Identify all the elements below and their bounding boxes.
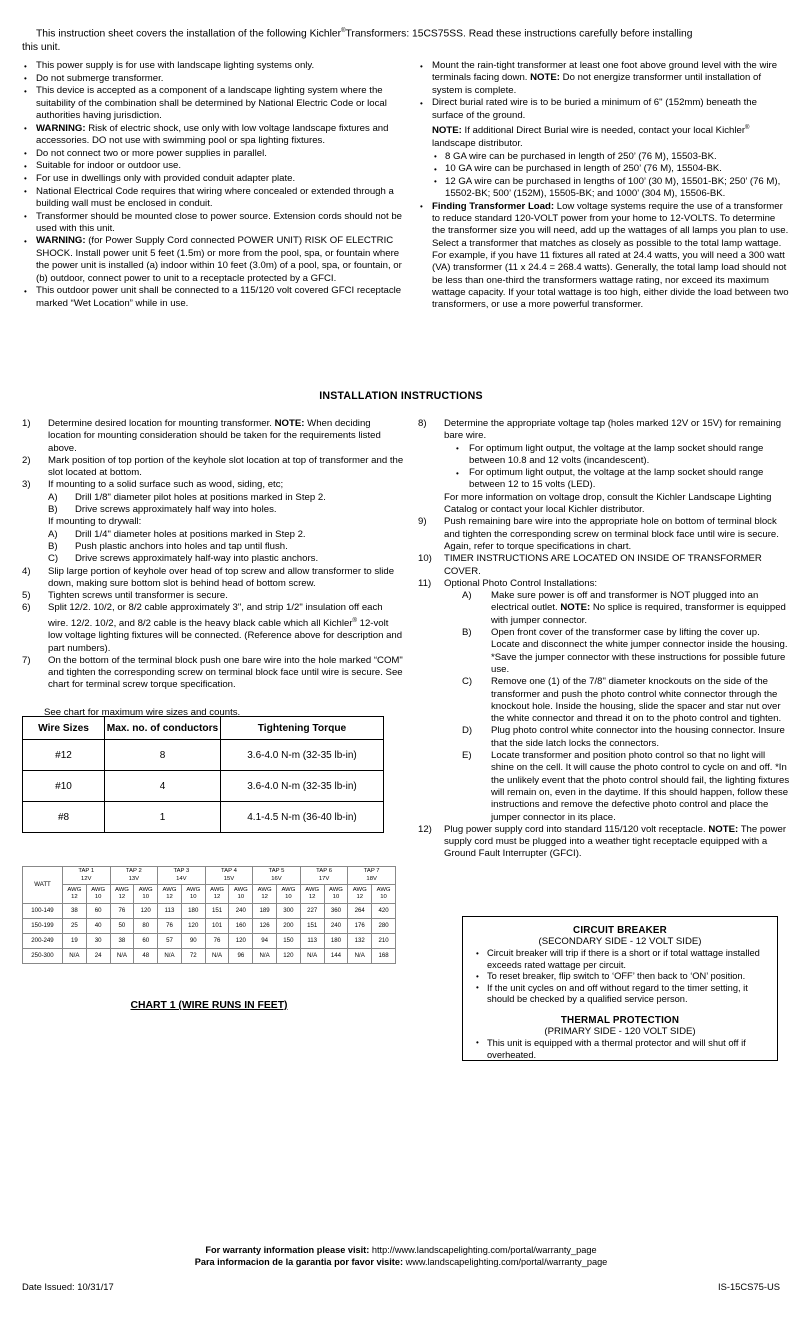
- cell-conductors: 8: [105, 740, 221, 771]
- list-item: [22, 85, 404, 122]
- chart-tap-header: TAP 4 15V: [205, 867, 253, 885]
- cell-wire-size: #8: [23, 802, 105, 833]
- warranty-line: [0, 1244, 802, 1256]
- cell-torque: 3.6-4.0 N-m (32-35 lb-in): [220, 771, 383, 802]
- step-number: 12): [418, 823, 432, 835]
- chart-awg-header: AWG 10: [229, 885, 253, 904]
- chart-value-cell: 150: [277, 934, 301, 949]
- chart-value-cell: 24: [86, 949, 110, 964]
- table-row: [23, 740, 384, 771]
- chart-awg-row: [23, 885, 396, 904]
- chart-value-cell: 300: [277, 904, 301, 919]
- cell-torque: 3.6-4.0 N-m (32-35 lb-in): [220, 740, 383, 771]
- bullet-text-cont: If additional Direct Burial wire is needed, contact your local Kichler: [461, 125, 746, 137]
- chart-value-cell: 120: [277, 949, 301, 964]
- note-label: NOTE:: [530, 72, 560, 84]
- voltage-drop-note: For more information on voltage drop, consult the Kichler Landscape Lighting Catalog or contact your local Kichler distributor.: [444, 491, 772, 516]
- substep-label: A): [462, 590, 472, 602]
- chart-value-cell: 126: [253, 919, 277, 934]
- cell-wire-size: #12: [23, 740, 105, 771]
- list-item: • 10 GA wire can be purchased in length of 250’ (76 M), 15504-BK.: [432, 163, 790, 175]
- chart-tap-header: TAP 1 12V: [62, 867, 110, 885]
- chart-value-cell: 176: [348, 919, 372, 934]
- chart-awg-header: AWG 12: [253, 885, 277, 904]
- step-number: 8): [418, 418, 427, 429]
- chart-value-cell: N/A: [253, 949, 277, 964]
- substep: [48, 541, 404, 553]
- list-item: [22, 285, 404, 310]
- column-header-wire-sizes: Wire Sizes: [23, 717, 105, 740]
- instructions-right-column: [418, 418, 790, 861]
- bullet-text: (for Power Supply Cord connected POWER UNIT) RISK OF ELECTRIC SHOCK. Install power unit 5 feet (1.5m) or more from the pool, spa, or fountain where the power unit is installed (a) indoor within 10 feet (3.0m) of a pool, spa, or fountain, or (b) outdoor, connect power to unit to a receptacle protected by a GFCI.: [36, 235, 402, 284]
- substep-label: A): [48, 491, 58, 503]
- chart-value-cell: 420: [372, 904, 396, 919]
- substep-text-cont: No splice is required, transformer is equipped with jumper connector.: [491, 602, 786, 626]
- note-label: NOTE:: [274, 418, 305, 429]
- chart-watt-cell: 200-249: [23, 934, 63, 949]
- list-item: • Circuit breaker will trip if there is a short or if total wattage installed exceeds rated wattage per circuit.: [475, 948, 765, 971]
- cell-torque: 4.1-4.5 N-m (36-40 lb-in): [220, 802, 383, 833]
- step-number: 5): [22, 590, 31, 602]
- substep-label: B): [462, 627, 472, 639]
- step-text: If mounting to a solid surface such as wood, siding, etc;: [48, 479, 284, 491]
- chart-value-cell: 189: [253, 904, 277, 919]
- substep: [444, 590, 790, 627]
- column-header-torque: Tightening Torque: [220, 717, 383, 740]
- substep-text: Locate transformer and position photo control so that no light will shine on the cell. It will cause the photo control to cycle on and off. *In the unlikely event that the photo control should fail, the lighting fixtures will remain on, even in the daytime. If this should happen, follow these instructions and remove the defective photo control and place the jumper connector in its place.: [491, 750, 790, 823]
- chart-value-cell: 76: [110, 904, 134, 919]
- chart-title: CHART 1 (WIRE RUNS IN FEET): [130, 1000, 288, 1011]
- chart-awg-header: AWG 12: [300, 885, 324, 904]
- chart-value-cell: 144: [324, 949, 348, 964]
- warning-label: WARNING:: [36, 122, 86, 134]
- list-item: [418, 578, 790, 824]
- chart-tap-header: TAP 2 13V: [110, 867, 158, 885]
- substep-text: Plug photo control white connector into the housing connector. Insure that the side latch locks the connectors.: [491, 725, 785, 749]
- cell-wire-size: #10: [23, 771, 105, 802]
- step-number: 4): [22, 565, 31, 577]
- chart-awg-header: AWG 10: [86, 885, 110, 904]
- substep-label: B): [48, 540, 58, 552]
- table-header-row: [23, 717, 384, 740]
- chart-awg-header: AWG 10: [134, 885, 158, 904]
- step-text-cont: 12-volt low voltage lighting fixtures will be connected. (Reference above for description and part numbers).: [48, 617, 403, 654]
- cell-conductors: 1: [105, 802, 221, 833]
- chart-value-cell: 40: [86, 919, 110, 934]
- chart-value-cell: 180: [181, 904, 205, 919]
- intro-line1-cont: Transformers: 15CS75SS. Read these instructions carefully before installing: [345, 28, 693, 40]
- footer-warranty: [0, 1244, 802, 1268]
- chart-awg-header: AWG 12: [158, 885, 182, 904]
- chart-value-cell: N/A: [348, 949, 372, 964]
- chart-tap-header: TAP 6 17V: [300, 867, 348, 885]
- chart-tap-row: [23, 867, 396, 885]
- step-number: 9): [418, 516, 427, 528]
- list-item: [22, 455, 404, 480]
- garantia-label: Para informacion de la garantia por favor visite:: [194, 1257, 404, 1267]
- warnings-right-column: [418, 60, 790, 312]
- substep-text: Push plastic anchors into holes and tap until flush.: [75, 540, 288, 552]
- intro-line2: this unit.: [22, 42, 61, 54]
- chart-value-cell: 168: [372, 949, 396, 964]
- chart-value-cell: 80: [134, 919, 158, 934]
- bullet-text: Do not connect two or more power supplies in parallel.: [36, 147, 267, 159]
- garantia-url[interactable]: www.landscapelighting.com/portal/warranty_page: [403, 1257, 608, 1267]
- intro-paragraph: [22, 24, 780, 55]
- note-label: NOTE:: [708, 823, 739, 835]
- list-item: [22, 566, 404, 591]
- substep: [48, 492, 404, 504]
- wire-table-note: See chart for maximum wire sizes and counts.: [44, 707, 241, 718]
- warnings-left-list: [22, 60, 404, 310]
- chart-value-cell: 180: [324, 934, 348, 949]
- substep: [48, 504, 404, 516]
- warning-label: WARNING:: [36, 235, 86, 247]
- chart-value-cell: 240: [229, 904, 253, 919]
- thermal-protection-list: [475, 1038, 765, 1061]
- bullet-text: This device is accepted as a component of a landscape lighting system where the suitability of the combination shall be determined by National Electric Code or local authorities having jurisdiction.: [36, 85, 387, 121]
- substep-label: B): [48, 504, 58, 516]
- wire-sizes-table: [22, 716, 384, 833]
- list-item: • This unit is equipped with a thermal protector and will shut off if overheated.: [475, 1038, 765, 1061]
- bullet-text: Risk of electric shock, use only with low voltage landscape fixtures and accessories. DO not use with swimming pool or spa lighting fixtures.: [36, 122, 389, 146]
- chart-value-cell: 96: [229, 949, 253, 964]
- garantia-line: [0, 1256, 802, 1268]
- bullet-text: Do not submerge transformer.: [36, 72, 164, 84]
- chart-tap-header: TAP 5 16V: [253, 867, 301, 885]
- chart-corner-label: WATT: [23, 867, 63, 904]
- substep-text: Drive screws approximately half way into holes.: [75, 504, 277, 516]
- chart-value-cell: 120: [134, 904, 158, 919]
- step-number: 2): [22, 454, 31, 466]
- column-header-conductors: Max. no. of conductors: [105, 717, 221, 740]
- circuit-breaker-box: [462, 916, 778, 1061]
- substep-bullet: • For optimum light output, the voltage at the lamp socket should range between 10.8 and 12 volts (incandescent).: [444, 443, 790, 468]
- chart-value-cell: 48: [134, 949, 158, 964]
- substep-label: C): [462, 676, 473, 688]
- substep: [444, 725, 790, 750]
- list-item: [418, 60, 790, 97]
- chart-value-cell: 60: [86, 904, 110, 919]
- substep-label: C): [48, 553, 59, 565]
- instructions-left-column: [22, 418, 404, 692]
- warnings-right-list: [418, 60, 790, 312]
- step-text: Determine the appropriate voltage tap (holes marked 12V or 15V) for remaining bare wire.: [444, 418, 782, 442]
- chart-awg-header: AWG 10: [181, 885, 205, 904]
- chart-value-cell: 90: [181, 934, 205, 949]
- chart-awg-header: AWG 10: [277, 885, 301, 904]
- chart-value-cell: N/A: [205, 949, 229, 964]
- chart-awg-header: AWG 12: [110, 885, 134, 904]
- step-number: 1): [22, 418, 31, 429]
- chart-tap-header: TAP 3 14V: [158, 867, 206, 885]
- list-item: [22, 160, 404, 172]
- spacer: [475, 1006, 765, 1015]
- substep-text: Make sure power is off and transformer is NOT plugged into an electrical outlet.: [491, 590, 759, 614]
- list-item: • 8 GA wire can be purchased in length of 250’ (76 M), 15503-BK.: [432, 151, 790, 163]
- step-number: 6): [22, 602, 31, 614]
- circuit-breaker-subtitle: (SECONDARY SIDE - 12 VOLT SIDE): [538, 936, 702, 947]
- chart-value-cell: N/A: [62, 949, 86, 964]
- step-text-cont: The power supply cord must be plugged into a weather tight receptacle equipped with a Ground Fault Interrupter (GFCI).: [444, 823, 787, 860]
- intro-line1: This instruction sheet covers the installation of the following Kichler: [36, 28, 342, 40]
- table-row: [23, 771, 384, 802]
- wire-length-sublist: [432, 151, 790, 200]
- substep-label: E): [462, 750, 472, 762]
- chart-value-cell: 113: [300, 934, 324, 949]
- chart-value-cell: 38: [110, 934, 134, 949]
- chart-watt-cell: 250-300: [23, 949, 63, 964]
- registered-mark-icon: ®: [352, 617, 357, 624]
- chart-value-cell: 160: [229, 919, 253, 934]
- chart-value-cell: 25: [62, 919, 86, 934]
- chart-value-cell: 151: [300, 919, 324, 934]
- circuit-breaker-list: [475, 948, 765, 1006]
- step-number: 11): [418, 577, 432, 589]
- chart-data-row: [23, 949, 396, 964]
- list-item: [22, 186, 404, 211]
- chart-header: [23, 867, 396, 904]
- chart-value-cell: 30: [86, 934, 110, 949]
- chart-value-cell: 120: [181, 919, 205, 934]
- chart-value-cell: 240: [324, 919, 348, 934]
- chart-value-cell: 210: [372, 934, 396, 949]
- bullet-text: This outdoor power unit shall be connected to a 115/120 volt covered GFCI receptacle marked “Wet Location” while in use.: [36, 285, 402, 309]
- chart-value-cell: 151: [205, 904, 229, 919]
- bullet-text-cont2: landscape distributor.: [432, 137, 523, 149]
- note-label: NOTE:: [560, 602, 591, 614]
- step-text: Mark position of top portion of the keyhole slot location at top of transformer and the slot located at bottom.: [48, 454, 404, 479]
- chart-value-cell: 76: [205, 934, 229, 949]
- list-item: [22, 148, 404, 160]
- chart-data-row: [23, 934, 396, 949]
- list-item: [22, 211, 404, 236]
- circuit-breaker-title: CIRCUIT BREAKER: [573, 925, 667, 936]
- substep-bullet: • For optimum light output, the voltage at the lamp socket should range between 12 to 15 volts (LED).: [444, 467, 790, 492]
- wire-runs-chart: [22, 866, 396, 964]
- registered-mark-icon: ®: [745, 125, 750, 132]
- substep-label: A): [48, 528, 58, 540]
- substep: [48, 553, 404, 565]
- list-item: [418, 824, 790, 861]
- list-item: [22, 418, 404, 455]
- table-row: [23, 802, 384, 833]
- chart-awg-header: AWG 10: [324, 885, 348, 904]
- list-item-transformer-load: [418, 201, 790, 312]
- substep: [48, 529, 404, 541]
- list-item: [22, 173, 404, 185]
- list-item: [418, 97, 790, 200]
- step-text: Slip large portion of keyhole over head of top screw and allow transformer to slide down, making sure bottom slot is behind head of bottom screw.: [48, 565, 395, 589]
- bullet-text: Transformer should be mounted close to power source. Extension cords should not be used with this unit.: [36, 210, 403, 234]
- bullet-text: Direct burial rated wire is to be buried a minimum of 6" (152mm) beneath the surface of the ground.: [432, 97, 757, 121]
- chart-watt-cell: 100-149: [23, 904, 63, 919]
- list-item: [22, 479, 404, 565]
- chart-value-cell: 50: [110, 919, 134, 934]
- chart-value-cell: N/A: [300, 949, 324, 964]
- cell-conductors: 4: [105, 771, 221, 802]
- substep-text: Drive screws approximately half-way into plastic anchors.: [75, 553, 319, 565]
- page-title: INSTALLATION INSTRUCTIONS: [319, 390, 483, 402]
- bullet-text: National Electrical Code requires that wiring where concealed or extended through a building wall must be enclosed in conduit.: [36, 185, 394, 209]
- substep: [444, 627, 790, 676]
- step-text: Tighten screws until transformer is secure.: [48, 590, 228, 602]
- step-text: Push remaining bare wire into the appropriate hole on bottom of terminal block and tighten the corresponding screw on terminal block face until wire is secure. Again, refer to torque specifications in chart.: [444, 516, 779, 552]
- list-item: [418, 418, 790, 516]
- step-text-cont: When deciding location for mounting consideration should be taken for the requirements listed above.: [48, 418, 381, 454]
- bullet-text: Suitable for indoor or outdoor use.: [36, 160, 182, 172]
- chart-data-row: [23, 904, 396, 919]
- list-item: • To reset breaker, flip switch to ‘OFF’ then back to ‘ON’ position.: [475, 971, 765, 983]
- chart-value-cell: 280: [372, 919, 396, 934]
- list-item: [22, 60, 404, 72]
- document-code: IS-15CS75-US: [717, 1281, 780, 1292]
- chart-value-cell: 264: [348, 904, 372, 919]
- note-label: NOTE:: [432, 125, 462, 137]
- chart-value-cell: 132: [348, 934, 372, 949]
- warranty-url[interactable]: http://www.landscapelighting.com/portal/warranty_page: [369, 1245, 597, 1255]
- list-item: [22, 73, 404, 85]
- chart-value-cell: 38: [62, 904, 86, 919]
- bullet-text: Low voltage systems require the use of a transformer to reduce standard 120-VOLT power from your home to 12-VOLTS. To determine the transformer size you will need, add up the wattages of all lamps you plan to use. Select a transformer that matches as closely as possible to the total lamp wattage. For example, if you have 11 fixtures all rated at 24.4 watts, you will need a 300 watt (VA) transformer (11 x 24.4 = 268.4 watts). Generally, the total lamp load should not be less than one-third the transformers wattage rating, nor exceed its maximum wattage capacity. If your total wattage is too high, either divide the load between two transformers, or use a more powerful transformer.: [432, 200, 789, 311]
- step-text: Plug power supply cord into standard 115/120 volt receptacle.: [444, 823, 709, 835]
- chart-awg-header: AWG 12: [205, 885, 229, 904]
- warranty-label: For warranty information please visit:: [205, 1245, 370, 1255]
- drywall-note: If mounting to drywall:: [48, 516, 142, 528]
- chart-value-cell: 113: [158, 904, 182, 919]
- chart-value-cell: 57: [158, 934, 182, 949]
- list-item: [418, 553, 790, 578]
- chart-tap-header: TAP 7 18V: [348, 867, 396, 885]
- chart-awg-header: AWG 12: [348, 885, 372, 904]
- instructions-list-right: [418, 418, 790, 861]
- chart-value-cell: 360: [324, 904, 348, 919]
- date-issued: Date Issued: 10/31/17: [22, 1281, 114, 1292]
- warnings-left-column: [22, 60, 404, 310]
- step-text: Split 12/2. 10/2, or 8/2 cable approximately 3", and strip 1/2" insulation off each wire. 12/2. 10/2, and 8/2 cable is the heavy black cable which all Kichler: [48, 602, 383, 629]
- list-item: • If the unit cycles on and off without regard to the timer setting, it should be checked by a qualified service person.: [475, 983, 765, 1006]
- list-item: • 12 GA wire can be purchased in lengths of 100’ (30 M), 15501-BK; 250’ (76 M), 15502-BK; 500’ (152M), 15505-BK; and 1000’ (304 M), 15506-BK.: [432, 176, 790, 201]
- step-text: TIMER INSTRUCTIONS ARE LOCATED ON INSIDE OF TRANSFORMER COVER.: [444, 553, 762, 577]
- chart-value-cell: N/A: [158, 949, 182, 964]
- substep-text: Open front cover of the transformer case by lifting the cover up. Locate and disconnect the white jumper connector inside the housing. *Save the jumper connector with these instructions for possible future use.: [491, 627, 788, 675]
- list-item-warning: [22, 123, 404, 148]
- substep-text: Remove one (1) of the 7/8" diameter knockouts on the side of the transformer and push the photo control white connector through the knockout hole. Inside the housing, slide the spacer and star nut over the white connector and thread it on to the photo control and tighten.: [491, 676, 782, 725]
- chart-value-cell: 19: [62, 934, 86, 949]
- transformer-load-label: Finding Transformer Load:: [432, 200, 555, 212]
- thermal-protection-subtitle: (PRIMARY SIDE - 120 VOLT SIDE): [544, 1025, 696, 1037]
- chart-value-cell: 101: [205, 919, 229, 934]
- chart-awg-header: AWG 12: [62, 885, 86, 904]
- step-number: 10): [418, 553, 432, 565]
- chart-value-cell: N/A: [110, 949, 134, 964]
- substep-label: D): [462, 725, 473, 737]
- list-item: [22, 655, 404, 692]
- chart-data-row: [23, 919, 396, 934]
- chart-body: [23, 904, 396, 964]
- list-item: [418, 516, 790, 553]
- chart-watt-cell: 150-199: [23, 919, 63, 934]
- chart-value-cell: 120: [229, 934, 253, 949]
- chart-awg-header: AWG 10: [372, 885, 396, 904]
- list-item: [22, 602, 404, 654]
- bullet-text: This power supply is for use with landscape lighting systems only.: [36, 60, 315, 71]
- substep: [444, 676, 790, 725]
- chart-value-cell: 72: [181, 949, 205, 964]
- substep-text: Drill 1/4" diameter holes at positions marked in Step 2.: [75, 528, 306, 540]
- chart-value-cell: 60: [134, 934, 158, 949]
- step-text: Optional Photo Control Installations:: [444, 577, 598, 589]
- step-number: 7): [22, 654, 31, 666]
- chart-value-cell: 94: [253, 934, 277, 949]
- chart-value-cell: 200: [277, 919, 301, 934]
- bullet-text-cont: Do not energize transformer until installation of system is complete.: [432, 72, 762, 96]
- list-item-warning: [22, 235, 404, 284]
- substep: [444, 750, 790, 824]
- step-text: On the bottom of the terminal block push one bare wire into the hole marked “COM" and tighten the corresponding screw on terminal block face until wire is secure. See chart for terminal screw torque specification.: [48, 654, 403, 691]
- list-item: [22, 590, 404, 602]
- step-text: Determine desired location for mounting transformer.: [48, 418, 275, 429]
- thermal-protection-title: THERMAL PROTECTION: [560, 1014, 680, 1026]
- chart-value-cell: 227: [300, 904, 324, 919]
- step-number: 3): [22, 479, 31, 491]
- bullet-text: Mount the rain-tight transformer at least one foot above ground level with the wire terminals facing down.: [432, 60, 778, 84]
- instructions-list-left: [22, 418, 404, 692]
- substep-text: Drill 1/8" diameter pilot holes at positions marked in Step 2.: [75, 491, 326, 503]
- chart-value-cell: 76: [158, 919, 182, 934]
- registered-mark-icon: ®: [341, 28, 346, 34]
- bullet-text: For use in dwellings only with provided conduit adapter plate.: [36, 172, 296, 184]
